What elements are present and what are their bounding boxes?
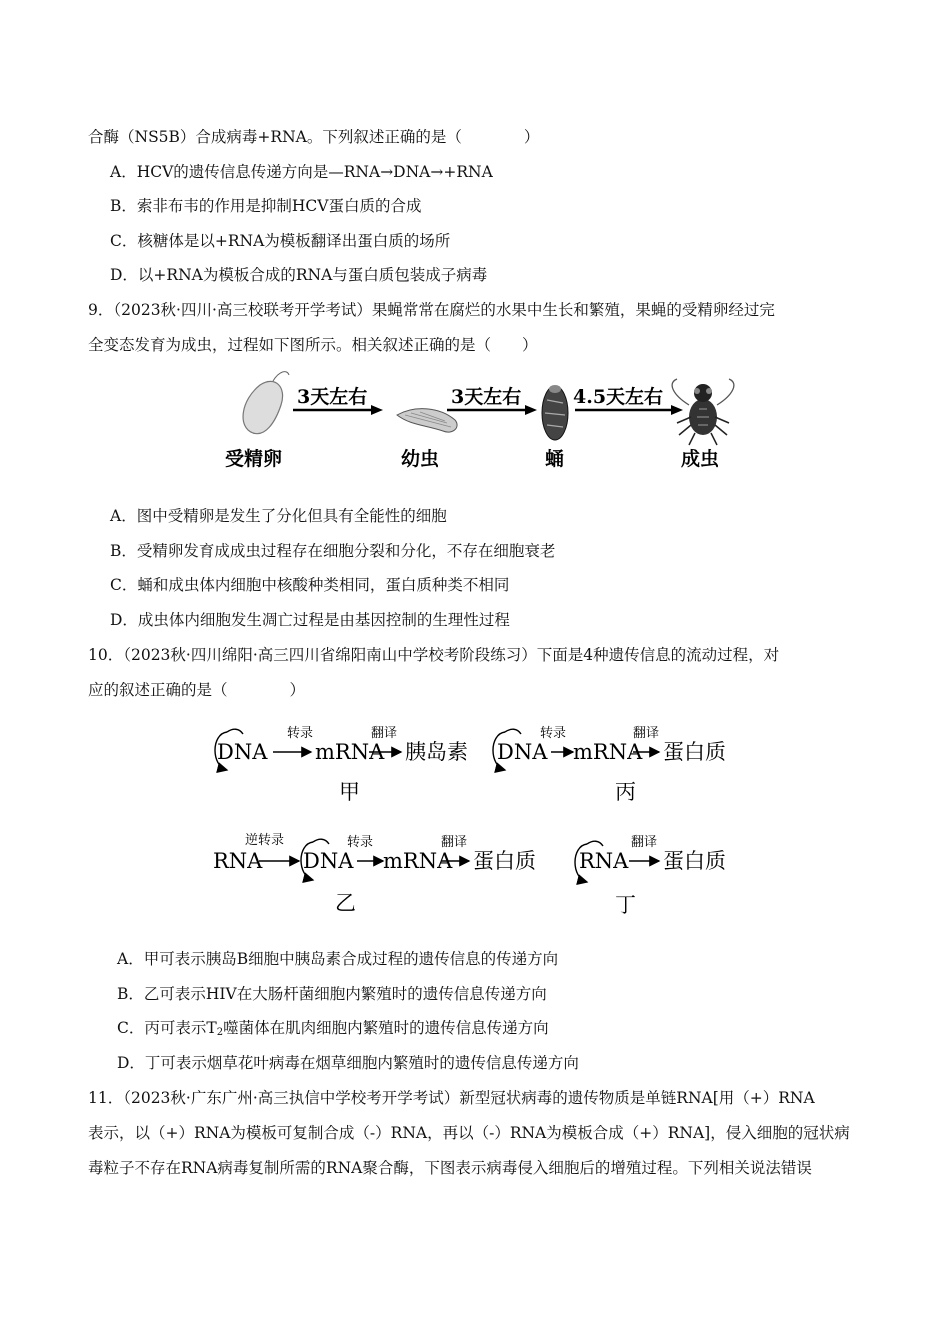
adult-fly-icon xyxy=(672,379,734,445)
q10-stem-line1: 10．（2023秋·四川绵阳·高三四川省绵阳南山中学校考阶段练习）下面是4种遗传信息的流动过程，对 xyxy=(88,646,780,664)
fruitfly-lifecycle-figure xyxy=(215,365,735,475)
duration-label-2: 3天左右 xyxy=(451,386,522,408)
q8-stem-tail: 合酶（NS5B）合成病毒+RNA。下列叙述正确的是（ ） xyxy=(88,128,540,146)
q9-option-b: B．受精卵发育成成虫过程存在细胞分裂和分化，不存在细胞衰老 xyxy=(110,542,556,560)
svg-text:翻译: 翻译 xyxy=(631,835,658,850)
q11-line2: 表示，以（+）RNA为模板可复制合成（-）RNA，再以（-）RNA为模板合成（+）RNA]，侵入细胞的冠状病 xyxy=(88,1124,850,1142)
q9-option-a: A．图中受精卵是发生了分化但具有全能性的细胞 xyxy=(110,507,447,525)
flow-yi xyxy=(213,833,536,915)
label-yi: 乙 xyxy=(335,891,356,915)
q8-option-b: B．索非布韦的作用是抑制HCV蛋白质的合成 xyxy=(110,197,422,215)
svg-text:胰岛素: 胰岛素 xyxy=(405,740,468,764)
label-bing: 丙 xyxy=(615,780,636,804)
q9-stem-line1: 9．（2023秋·四川·高三校联考开学考试）果蝇常常在腐烂的水果中生长和繁殖，果蝇的受精卵经过完 xyxy=(88,301,775,319)
stage-label-egg: 受精卵 xyxy=(225,448,283,470)
svg-text:蛋白质: 蛋白质 xyxy=(663,849,726,873)
stage-label-pupa: 蛹 xyxy=(545,448,565,470)
flow-ding xyxy=(575,835,726,917)
q8-option-a: A．HCV的遗传信息传递方向是—RNA→DNA→+RNA xyxy=(110,163,493,181)
label-jia: 甲 xyxy=(339,780,360,804)
q9-stem-line2: 全变态发育为成虫，过程如下图所示。相关叙述正确的是（ ） xyxy=(88,336,538,354)
q8-option-c: C．核糖体是以+RNA为模板翻译出蛋白质的场所 xyxy=(110,232,451,250)
q10-option-c: C．丙可表示$T_2$噬菌体在肌肉细胞内繁殖时的遗传信息传递方向 xyxy=(117,1019,549,1038)
svg-text:DNA: DNA xyxy=(217,740,268,764)
q10-option-b: B．乙可表示HIV在大肠杆菌细胞内繁殖时的遗传信息传递方向 xyxy=(117,985,547,1003)
svg-text:翻译: 翻译 xyxy=(633,726,660,741)
svg-text:转录: 转录 xyxy=(287,726,314,741)
pupa-icon xyxy=(542,385,568,440)
q10-stem-line2: 应的叙述正确的是（ ） xyxy=(88,681,306,699)
q11-line3: 毒粒子不存在RNA病毒复制所需的RNA聚合酶，下图表示病毒侵入细胞后的增殖过程。下列相关说法错误 xyxy=(88,1159,812,1177)
q11-line1: 11．（2023秋·广东广州·高三执信中学校考开学考试）新型冠状病毒的遗传物质是单链RNA[用（+）RNA xyxy=(88,1089,815,1107)
stage-label-adult: 成虫 xyxy=(681,448,720,470)
svg-text:翻译: 翻译 xyxy=(441,835,468,850)
genetic-info-flow-figure xyxy=(205,712,745,922)
q8-option-d: D．以+RNA为模板合成的RNA与蛋白质包装成子病毒 xyxy=(110,266,488,284)
flow-bing xyxy=(493,726,726,804)
label-ding: 丁 xyxy=(615,893,636,917)
larva-icon xyxy=(397,409,457,432)
svg-text:蛋白质: 蛋白质 xyxy=(663,740,726,764)
svg-text:mRNA: mRNA xyxy=(573,740,643,764)
q10-option-a: A．甲可表示胰岛B细胞中胰岛素合成过程的遗传信息的传递方向 xyxy=(117,950,559,968)
flow-jia xyxy=(215,726,468,804)
q9-option-c: C．蛹和成虫体内细胞中核酸种类相同，蛋白质种类不相同 xyxy=(110,576,510,594)
svg-text:DNA: DNA xyxy=(303,849,354,873)
svg-text:翻译: 翻译 xyxy=(371,726,398,741)
svg-text:mRNA: mRNA xyxy=(315,740,385,764)
duration-label-1: 3天左右 xyxy=(297,386,368,408)
q10-option-d: D．丁可表示烟草花叶病毒在烟草细胞内繁殖时的遗传信息传递方向 xyxy=(117,1054,579,1072)
svg-text:逆转录: 逆转录 xyxy=(245,833,285,848)
svg-text:转录: 转录 xyxy=(540,726,567,741)
svg-text:RNA: RNA xyxy=(213,849,263,873)
svg-text:转录: 转录 xyxy=(347,835,374,850)
duration-label-3: 4.5天左右 xyxy=(573,386,664,408)
svg-text:RNA: RNA xyxy=(579,849,629,873)
stage-label-larva: 幼虫 xyxy=(401,448,440,470)
egg-icon xyxy=(243,372,289,434)
svg-text:蛋白质: 蛋白质 xyxy=(473,849,536,873)
svg-text:mRNA: mRNA xyxy=(383,849,453,873)
svg-text:DNA: DNA xyxy=(497,740,548,764)
q9-option-d: D．成虫体内细胞发生凋亡过程是由基因控制的生理性过程 xyxy=(110,611,510,629)
